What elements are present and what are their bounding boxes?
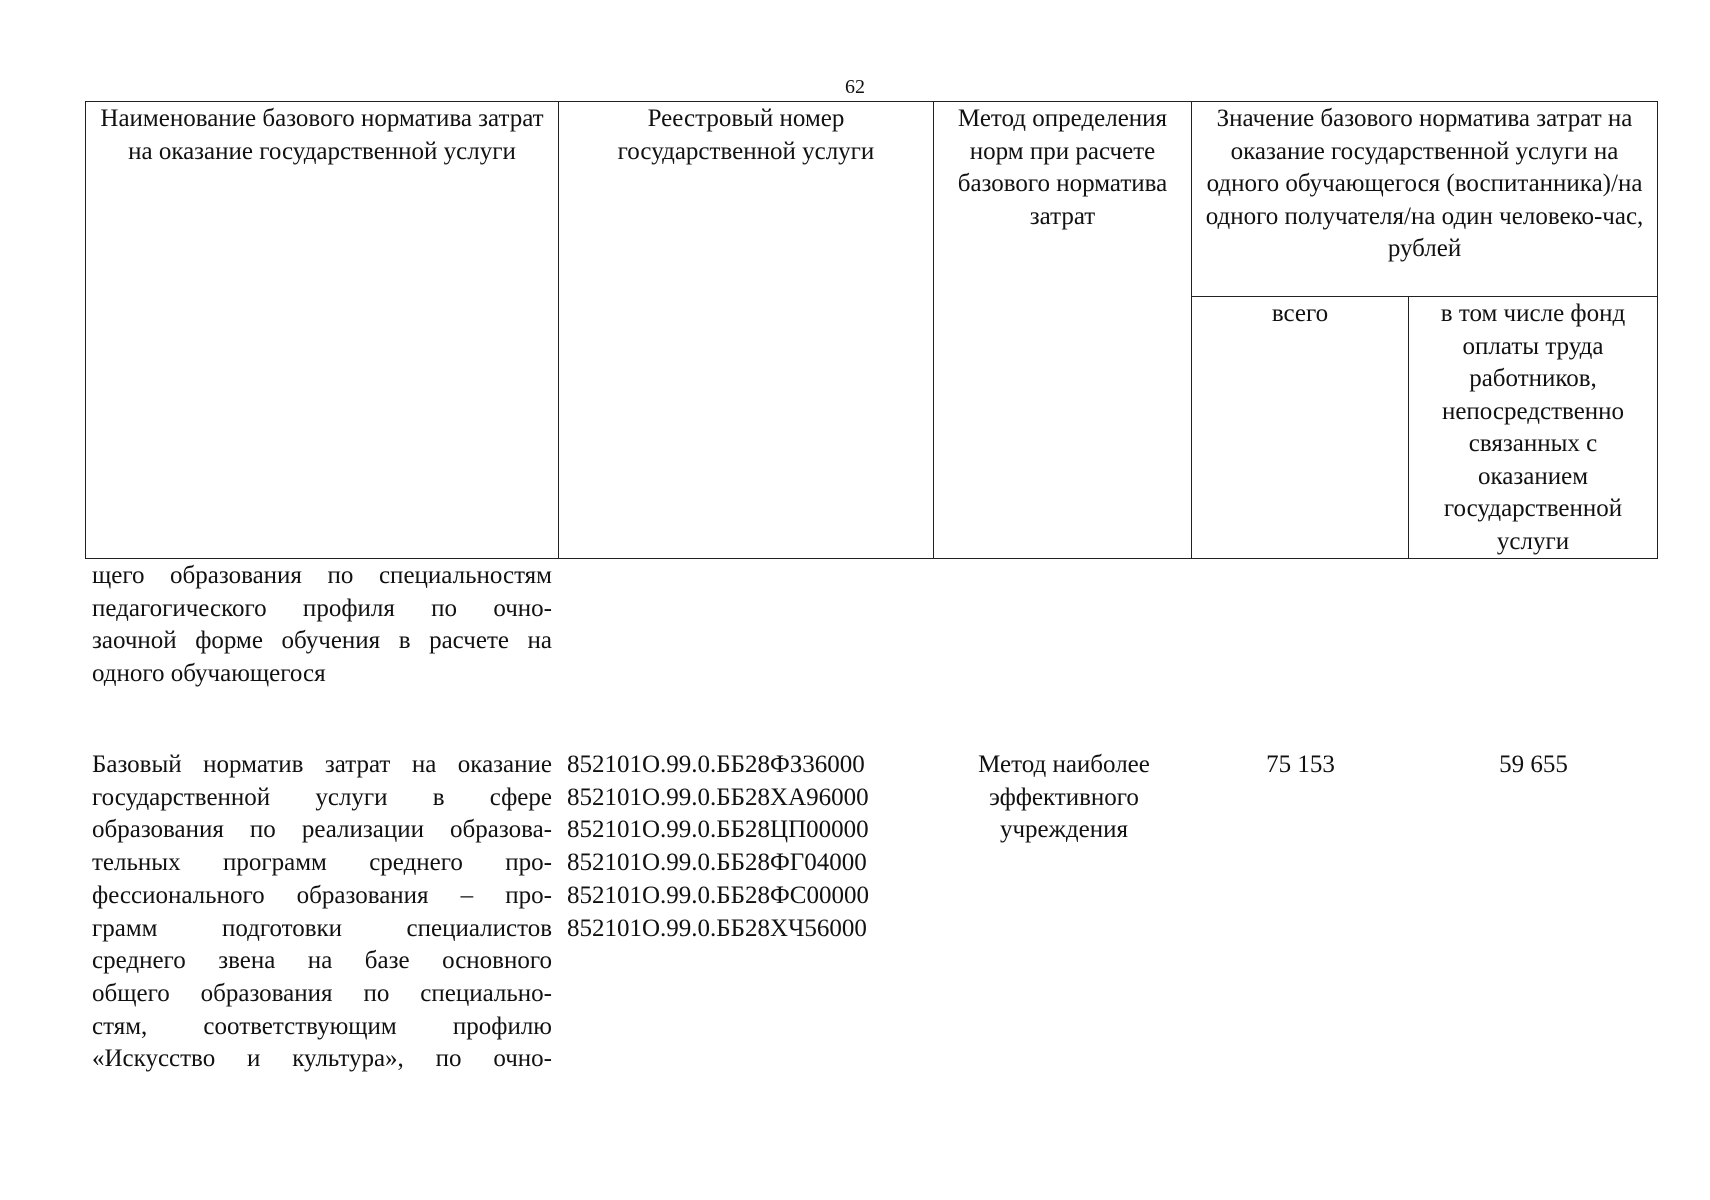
header-total: всего: [1192, 297, 1409, 559]
text-line: общего образования по специально-: [92, 979, 552, 1007]
text-line: педагогического профиля по очно-: [92, 594, 552, 622]
text-line: Метод наиболее: [978, 751, 1150, 778]
text-line: среднего звена на базе основного: [92, 947, 552, 975]
header-name-of-norm: Наименование базового норматива затрат на оказание государственной услуги: [86, 102, 559, 559]
text-line: заочной форме обучения в расчете на: [92, 627, 552, 655]
header-norm-value: Значение базового норматива затрат на оказание государственной услуги на одного обучающегося (воспитанника)/на одного получателя/на один человеко-час, рублей: [1192, 102, 1658, 297]
norm-name-cell: [92, 749, 552, 1076]
registry-code: 852101О.99.0.ББ28ХЧ56000: [567, 914, 867, 942]
text-line: фессионального образования – про-: [92, 881, 552, 909]
text-line: стям, соответствующим профилю: [92, 1012, 552, 1040]
text-line: «Искусство и культура», по очно-: [92, 1045, 552, 1073]
text-line: учреждения: [999, 816, 1128, 844]
header-method: Метод определения норм при расчете базового норматива затрат: [934, 102, 1192, 559]
registry-code: 852101О.99.0.ББ28ФС00000: [567, 881, 869, 909]
wage-fund-value-cell: 59 655: [1499, 751, 1568, 778]
text-line: одного обучающегося: [92, 660, 326, 688]
text-line: Базовый норматив затрат на оказание: [92, 751, 552, 778]
text-line: образования по реализации образова-: [92, 816, 552, 844]
method-cell: [944, 749, 1184, 847]
registry-code: 852101О.99.0.ББ28ЦП00000: [567, 816, 869, 844]
registry-code: 852101О.99.0.ББ28ФЗ36000: [567, 751, 865, 778]
page-number: 62: [845, 76, 865, 98]
cost-norm-table-header: [85, 101, 1658, 559]
total-value-cell: 75 153: [1266, 751, 1335, 778]
header-registry-number: Реестровый номер государственной услуги: [559, 102, 934, 559]
previous-row-continuation: [92, 560, 552, 691]
registry-code: 852101О.99.0.ББ28ФГ04000: [567, 849, 867, 877]
text-line: государственной услуги в сфере: [92, 783, 552, 811]
text-line: щего образования по специальностям: [92, 562, 552, 589]
text-line: грамм подготовки специалистов: [92, 914, 552, 942]
registry-code: 852101О.99.0.ББ28ХА96000: [567, 783, 869, 811]
registry-codes-cell: [567, 749, 937, 945]
header-wage-fund: в том числе фонд оплаты труда работников, непосредственно связанных с оказанием государственной услуги: [1409, 297, 1658, 559]
text-line: эффективного: [989, 783, 1139, 811]
text-line: тельных программ среднего про-: [92, 849, 552, 877]
